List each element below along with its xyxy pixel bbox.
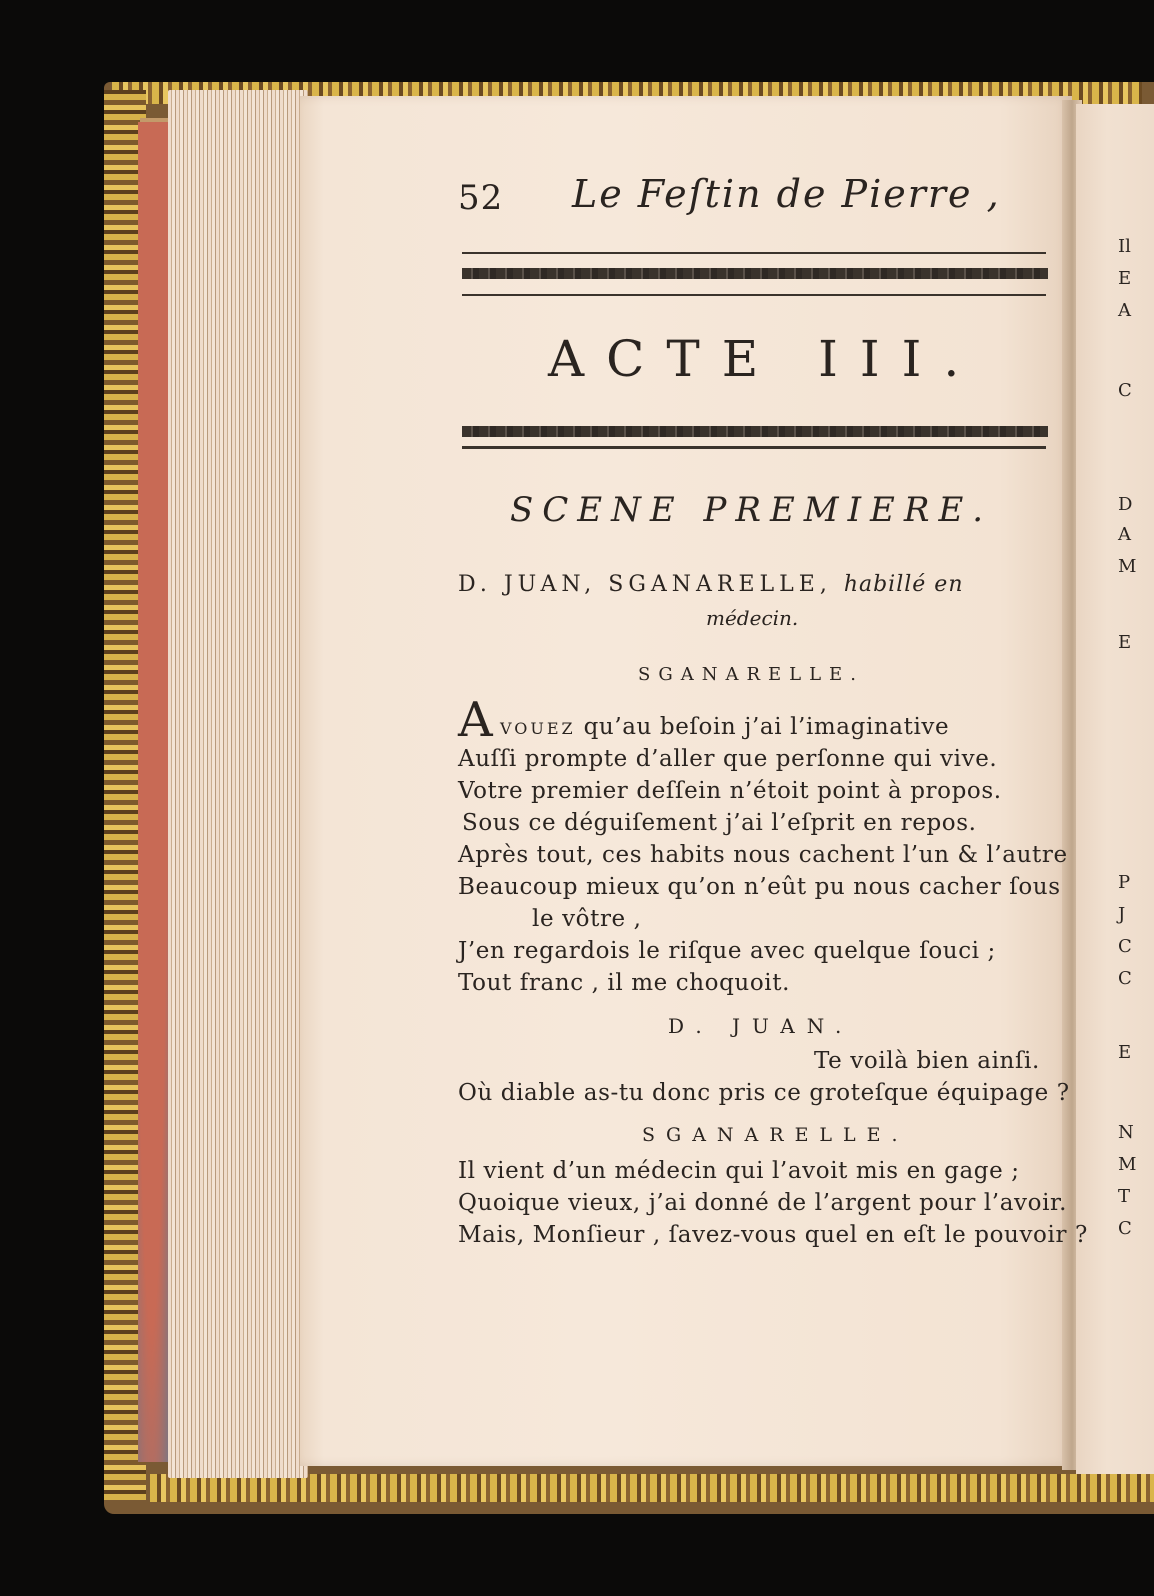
facing-letter: N bbox=[1118, 1122, 1134, 1143]
facing-letter: P bbox=[1118, 872, 1131, 893]
verse-line bbox=[500, 714, 949, 740]
act-title: ACTE III. bbox=[548, 330, 982, 388]
verse-line: Quoique vieux, j’ai donné de l’argent pour l’avoir. bbox=[458, 1190, 1068, 1216]
speaker-don-juan: D. JUAN. bbox=[668, 1014, 854, 1038]
facing-letter: Il bbox=[1118, 236, 1131, 257]
rule-thick bbox=[462, 268, 1048, 279]
marbled-endpaper bbox=[138, 122, 172, 1462]
verse-line: Il vient d’un médecin qui l’avoit mis en gage ; bbox=[458, 1158, 1020, 1184]
facing-letter: E bbox=[1118, 632, 1132, 653]
facing-letter: J bbox=[1118, 904, 1126, 925]
rule-thin bbox=[462, 294, 1046, 296]
verse-line: Te voilà bien ainſi. bbox=[814, 1048, 1040, 1074]
verse-smallcaps: VOUEZ bbox=[500, 719, 576, 738]
speaker-sganarelle: SGANARELLE. bbox=[638, 664, 864, 685]
rule-thick bbox=[462, 426, 1048, 437]
characters-list: D. JUAN, SGANARELLE, bbox=[458, 572, 832, 597]
page-number: 52 bbox=[458, 178, 504, 218]
facing-letter: E bbox=[1118, 1042, 1132, 1063]
page-fore-edges bbox=[168, 90, 308, 1478]
verse-line: Beaucoup mieux qu’on n’eût pu nous cacher ſous bbox=[458, 874, 1061, 900]
gilt-border-bottom bbox=[150, 1474, 1154, 1502]
facing-letter: A bbox=[1118, 300, 1131, 321]
scene-title: SCENE PREMIERE. bbox=[510, 490, 993, 530]
facing-letter: A bbox=[1118, 524, 1131, 545]
rule-thin bbox=[462, 446, 1046, 449]
facing-page bbox=[1076, 104, 1154, 1474]
costume-note-cont: médecin. bbox=[706, 606, 799, 630]
facing-letter: C bbox=[1118, 968, 1132, 989]
verse-line: Votre premier deſſein n’étoit point à propos. bbox=[458, 778, 1002, 804]
speaker-sganarelle: SGANARELLE. bbox=[642, 1124, 909, 1146]
verse-line: Auſſi prompte d’aller que perſonne qui vive. bbox=[458, 746, 998, 772]
costume-note: habillé en bbox=[843, 572, 964, 597]
facing-letter: C bbox=[1118, 380, 1132, 401]
facing-letter: M bbox=[1118, 556, 1137, 577]
verse-line: Où diable as-tu donc pris ce groteſque équipage ? bbox=[458, 1080, 1070, 1106]
verse-line: Après tout, ces habits nous cachent l’un & l’autre bbox=[458, 842, 1068, 868]
facing-letter: E bbox=[1118, 268, 1132, 289]
facing-letter: M bbox=[1118, 1154, 1137, 1175]
dramatis-personae bbox=[458, 572, 964, 597]
rule-thin bbox=[462, 252, 1046, 254]
facing-letter: C bbox=[1118, 1218, 1132, 1239]
facing-letter: C bbox=[1118, 936, 1132, 957]
running-head: Le Feſtin de Pierre , bbox=[572, 172, 1001, 216]
facing-letter: T bbox=[1118, 1186, 1131, 1207]
verse-line: Sous ce déguiſement j’ai l’eſprit en repos. bbox=[462, 810, 977, 836]
verse-line: Tout franc , il me choquoit. bbox=[458, 970, 791, 996]
facing-letter: D bbox=[1118, 494, 1133, 515]
drop-cap: A bbox=[458, 692, 493, 748]
verse-line: le vôtre , bbox=[532, 906, 642, 932]
verse-line: J’en regardois le riſque avec quelque ſouci ; bbox=[458, 938, 996, 964]
verse-text: qu’au beſoin j’ai l’imaginative bbox=[583, 714, 950, 740]
verse-line: Mais, Monſieur , ſavez-vous quel en eſt le pouvoir ? bbox=[458, 1222, 1088, 1248]
